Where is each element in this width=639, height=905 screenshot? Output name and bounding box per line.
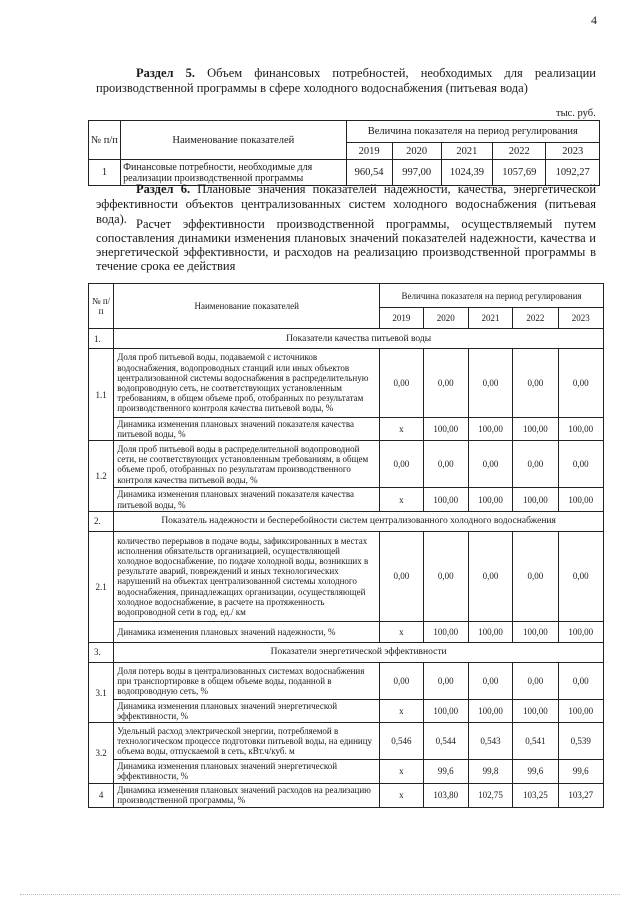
cell-value: 0,00 [423,531,468,621]
table-row [89,723,604,760]
cell-value: 100,00 [513,621,558,642]
row-num: 1.1 [89,349,114,441]
table-row [89,349,604,418]
year-header: 2020 [392,143,441,160]
cell-value: 100,00 [558,621,603,642]
table-row [89,488,604,511]
row-name: Удельный расход электрической энергии, потребляемой в технологическом процессе подготовки питьевой воды, на единицу объема воды, отпускаемой в сеть, кВт.ч/куб. м [114,723,380,760]
cell-value: 0,00 [513,441,558,488]
section-5-label: Раздел 5. [136,66,196,80]
year-header: 2022 [513,308,558,329]
section-6-text: Плановые значения показателей надежности, качества, энергетической эффективности объектов централизованных систем холодного водоснабжения (питьевая вода). [96,182,597,226]
cell-value: 100,00 [558,418,603,441]
row-name: Динамика изменения плановых значений надежности, % [114,621,380,642]
cell-value: 100,00 [423,699,468,722]
page-number: 4 [591,13,597,27]
cell-value: 0,00 [558,531,603,621]
cell-value: 0,00 [558,349,603,418]
table-row [89,760,604,783]
cell-value: 0,00 [468,349,512,418]
cell-value: 100,00 [423,488,468,511]
row-name: Динамика изменения плановых значений расходов на реализацию производственной программы, % [114,783,380,807]
cell-value: 100,00 [513,418,558,441]
table-row [89,418,604,441]
cell-value: 1024,39 [441,160,492,186]
cell-value: 100,00 [513,699,558,722]
year-header: 2022 [493,143,546,160]
row-num: 3.1 [89,662,114,722]
header-num: № п/ п [89,284,114,329]
cell-value: 100,00 [558,488,603,511]
cell-value: 100,00 [513,488,558,511]
section-num: 3. [89,642,114,662]
row-name: Доля проб питьевой воды в распределительной водопроводной сети, не соответствующих установленным требованиям, в общем объеме проб, отобранных по результатам производственного контроля качества питьевой воды, % [114,441,380,488]
section-row [89,329,604,349]
row-name: Доля проб питьевой воды, подаваемой с источников водоснабжения, водопроводных станций или иных объектов централизованной системы водоснабжения в распределительную водопроводную сеть, не соответствующих установленным требованиям, в общем объеме проб, отобранных по результатам производственного контроля качества питьевой воды, % [114,349,380,418]
year-header: 2021 [468,308,512,329]
header-name: Наименование показателей [114,284,380,329]
cell-value: 997,00 [392,160,441,186]
row-name: Динамика изменения плановых значений энергетической эффективности, % [114,699,380,722]
section-num: 1. [89,329,114,349]
cell-value: 100,00 [468,418,512,441]
cell-value: 100,00 [423,418,468,441]
section-row [89,642,604,662]
table-row [89,441,604,488]
cell-value: 0,541 [513,723,558,760]
cell-value: 960,54 [346,160,392,186]
row-name: Динамика изменения плановых значений показателя качества питьевой воды, % [114,488,380,511]
cell-value: 103,25 [513,783,558,807]
cell-value: 0,544 [423,723,468,760]
cell-value: x [380,418,423,441]
year-header: 2023 [558,308,603,329]
table-row [89,621,604,642]
cell-value: 0,00 [423,662,468,699]
section-num: 2. [89,511,114,531]
row-name: количество перерывов в подаче воды, зафиксированных в местах исполнения обязательств организацией, осуществляющей холодное водоснабжение, по подаче холодной воды, возникших в результате аварий, повреждений и иных технологических нарушений на объектах централизованной системы холодного водоснабжения, принадлежащих организации, осуществляющей холодное водоснабжение, в расчете на протяженность водопроводной сети в год, ед./ км [114,531,380,621]
section-row [89,511,604,531]
table-row [89,662,604,699]
cell-value: 103,80 [423,783,468,807]
cell-value: 100,00 [468,621,512,642]
header-period: Величина показателя на период регулирования [346,121,599,143]
section-title: Показатель надежности и бесперебойности систем централизованного холодного водоснабжения [114,511,604,531]
cell-value: 0,00 [380,349,423,418]
cell-value: 99,6 [423,760,468,783]
cell-value: x [380,783,423,807]
header-name: Наименование показателей [121,121,347,160]
cell-value: 0,00 [468,662,512,699]
cell-value: 103,27 [558,783,603,807]
section-5-text: Объем финансовых потребностей, необходимых для реализации производственной программы в сфере холодного водоснабжения (питьевая вода) [96,66,596,95]
row-name: Динамика изменения плановых значений энергетической эффективности, % [114,760,380,783]
year-header: 2021 [441,143,492,160]
cell-value: 100,00 [558,699,603,722]
header-num: № п/п [89,121,121,160]
table-row [89,699,604,722]
year-header: 2019 [380,308,423,329]
cell-value: 0,00 [513,531,558,621]
cell-value: 0,546 [380,723,423,760]
row-num: 1.2 [89,441,114,511]
efficiency-paragraph: Расчет эффективности производственной программы, осуществляемый путем сопоставления динамики изменения плановых значений показателей надежности, качества и энергетической эффективности, и расходов на реализацию производственной программы в течение срока ее действия [96,217,596,273]
row-num: 2.1 [89,531,114,642]
year-header: 2023 [546,143,600,160]
cell-value: 0,00 [423,441,468,488]
table-row [89,783,604,807]
cell-value: 0,00 [380,441,423,488]
section-6-label: Раздел 6. [136,182,191,196]
cell-value: 0,00 [558,662,603,699]
row-num: 3.2 [89,723,114,783]
cell-value: 99,6 [558,760,603,783]
cell-value: 0,00 [423,349,468,418]
cell-value: 99,6 [513,760,558,783]
year-header: 2020 [423,308,468,329]
year-header: 2019 [346,143,392,160]
section-5-heading [96,66,596,96]
cell-value: 100,00 [468,488,512,511]
cell-value: 102,75 [468,783,512,807]
section-title: Показатели качества питьевой воды [114,329,604,349]
cell-value: x [380,621,423,642]
cell-value: 1057,69 [493,160,546,186]
cell-value: 0,00 [468,531,512,621]
cell-value: x [380,488,423,511]
table-row [89,531,604,621]
page-bottom-divider [20,894,620,895]
section-title: Показатели энергетической эффективности [114,642,604,662]
unit-label: тыс. руб. [556,108,596,119]
financial-needs-table [88,120,600,186]
cell-value: 0,00 [513,662,558,699]
cell-value: 0,00 [468,441,512,488]
cell-value: 0,543 [468,723,512,760]
cell-value: 100,00 [468,699,512,722]
cell-value: 0,00 [380,531,423,621]
cell-value: x [380,699,423,722]
cell-value: 99,8 [468,760,512,783]
cell-value: 0,00 [513,349,558,418]
row-num: 4 [89,783,114,807]
row-name: Динамика изменения плановых значений показателя качества питьевой воды, % [114,418,380,441]
indicators-table [88,283,604,808]
cell-value: 0,00 [558,441,603,488]
row-num: 1 [89,160,121,186]
cell-value: x [380,760,423,783]
cell-value: 0,00 [380,662,423,699]
cell-value: 100,00 [423,621,468,642]
row-name: Доля потерь воды в централизованных системах водоснабжения при транспортировке в общем объеме воды, поданной в водопроводную сеть, % [114,662,380,699]
cell-value: 0,539 [558,723,603,760]
row-name: Финансовые потребности, необходимые для реализации производственной программы [121,160,347,186]
cell-value: 1092,27 [546,160,600,186]
header-period: Величина показателя на период регулирования [380,284,604,308]
